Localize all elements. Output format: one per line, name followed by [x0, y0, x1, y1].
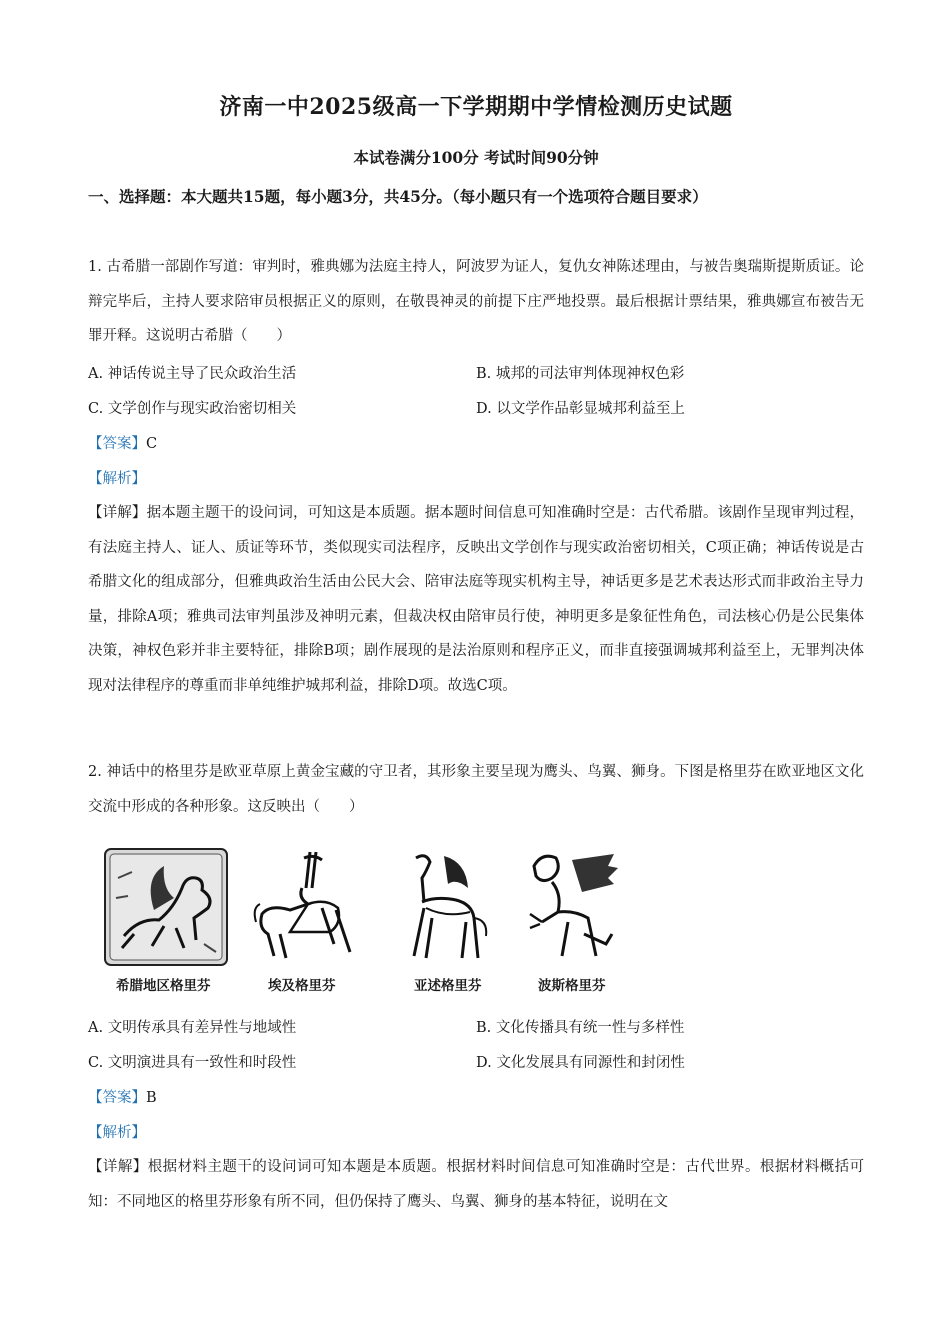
q2-option-c: C. 文明演进具有一致性和时段性 — [88, 1055, 297, 1071]
q2-option-d: D. 文化发展具有同源性和封闭性 — [476, 1055, 685, 1071]
q1-answer: C — [146, 436, 158, 452]
q2-option-b: B. 文化传播具有统一性与多样性 — [476, 1020, 685, 1036]
q2-detail — [88, 1150, 864, 1219]
q1-answer-line — [88, 434, 157, 454]
q2-stem: 2. 神话中的格里芬是欧亚草原上黄金宝藏的守卫者，其形象主要呈现为鹰头、鸟翼、狮身。下图是格里芬在欧亚地区文化交流中形成的各种形象。这反映出（ ） — [88, 764, 864, 815]
greek-griffin-image — [104, 848, 228, 966]
exam-info: 本试卷满分100分 考试时间90分钟 — [353, 148, 599, 167]
assyrian-griffin-image — [396, 848, 496, 966]
q1-option-a: A. 神话传说主导了民众政治生活 — [88, 366, 297, 382]
q1-option-c: C. 文学创作与现实政治密切相关 — [88, 401, 297, 417]
q2-analysis-line — [88, 1123, 146, 1143]
q2-option-a: A. 文明传承具有差异性与地域性 — [88, 1020, 297, 1036]
q1-detail — [88, 496, 864, 703]
caption-persian: 波斯格里芬 — [538, 978, 606, 994]
caption-assyrian: 亚述格里芬 — [414, 978, 482, 994]
q1-detail-text: 据本题主题干的设问词，可知这是本质题。据本题时间信息可知准确时空是：古代希腊。该剧作呈现审判过程，有法庭主持人、证人、质证等环节，类似现实司法程序，反映出文学创作与现实政治密切相关，C项正确；神话传说是古希腊文化的组成部分，但雅典政治生活由公民大会、陪审法庭等现实机构主导，神话更多是艺术表达形式而非政治主导力量，排除A项；雅典司法审判虽涉及神明元素，但裁决权由陪审员行使，神明更多是象征性角色，司法核心仍是公民集体决策，神权色彩并非主要特征，排除B项；剧作展现的是法治原则和程序正义，而非直接强调城邦利益至上，无罪判决体现对法律程序的尊重而非单纯维护城邦利益，排除D项。故选C项。 — [88, 505, 864, 694]
section-heading: 一、选择题：本大题共15题，每小题3分，共45分。（每小题只有一个选项符合题目要求） — [88, 187, 708, 206]
detail-tag: 【详解】 — [88, 1159, 148, 1175]
answer-tag: 【答案】 — [88, 1090, 146, 1106]
q2-answer: B — [146, 1090, 157, 1106]
egyptian-griffin-image — [250, 848, 362, 966]
caption-egyptian: 埃及格里芬 — [268, 978, 336, 994]
q1-option-d: D. 以文学作品彰显城邦利益至上 — [476, 401, 685, 417]
page-title: 济南一中2025级高一下学期期中学情检测历史试题 — [219, 94, 733, 120]
persian-griffin-image — [522, 848, 622, 966]
detail-tag: 【详解】 — [88, 505, 147, 521]
analysis-tag: 【解析】 — [88, 1125, 146, 1141]
q2-answer-line — [88, 1088, 157, 1108]
caption-greek: 希腊地区格里芬 — [116, 978, 211, 994]
answer-tag: 【答案】 — [88, 436, 146, 452]
q2-detail-text: 根据材料主题干的设问词可知本题是本质题。根据材料时间信息可知准确时空是：古代世界。根据材料概括可知：不同地区的格里芬形象有所不同，但仍保持了鹰头、鸟翼、狮身的基本特征，说明在文 — [88, 1159, 865, 1210]
analysis-tag: 【解析】 — [88, 471, 146, 487]
griffin-figure — [98, 848, 638, 998]
q1-option-b: B. 城邦的司法审判体现神权色彩 — [476, 366, 685, 382]
q1-analysis-line — [88, 469, 146, 489]
q1-stem: 1. 古希腊一部剧作写道：审判时，雅典娜为法庭主持人，阿波罗为证人，复仇女神陈述理由，与被告奥瑞斯提斯质证。论辩完毕后，主持人要求陪审员根据正义的原则，在敬畏神灵的前提下庄严地投票。最后根据计票结果，雅典娜宣布被告无罪开释。这说明古希腊（ ） — [88, 259, 864, 344]
